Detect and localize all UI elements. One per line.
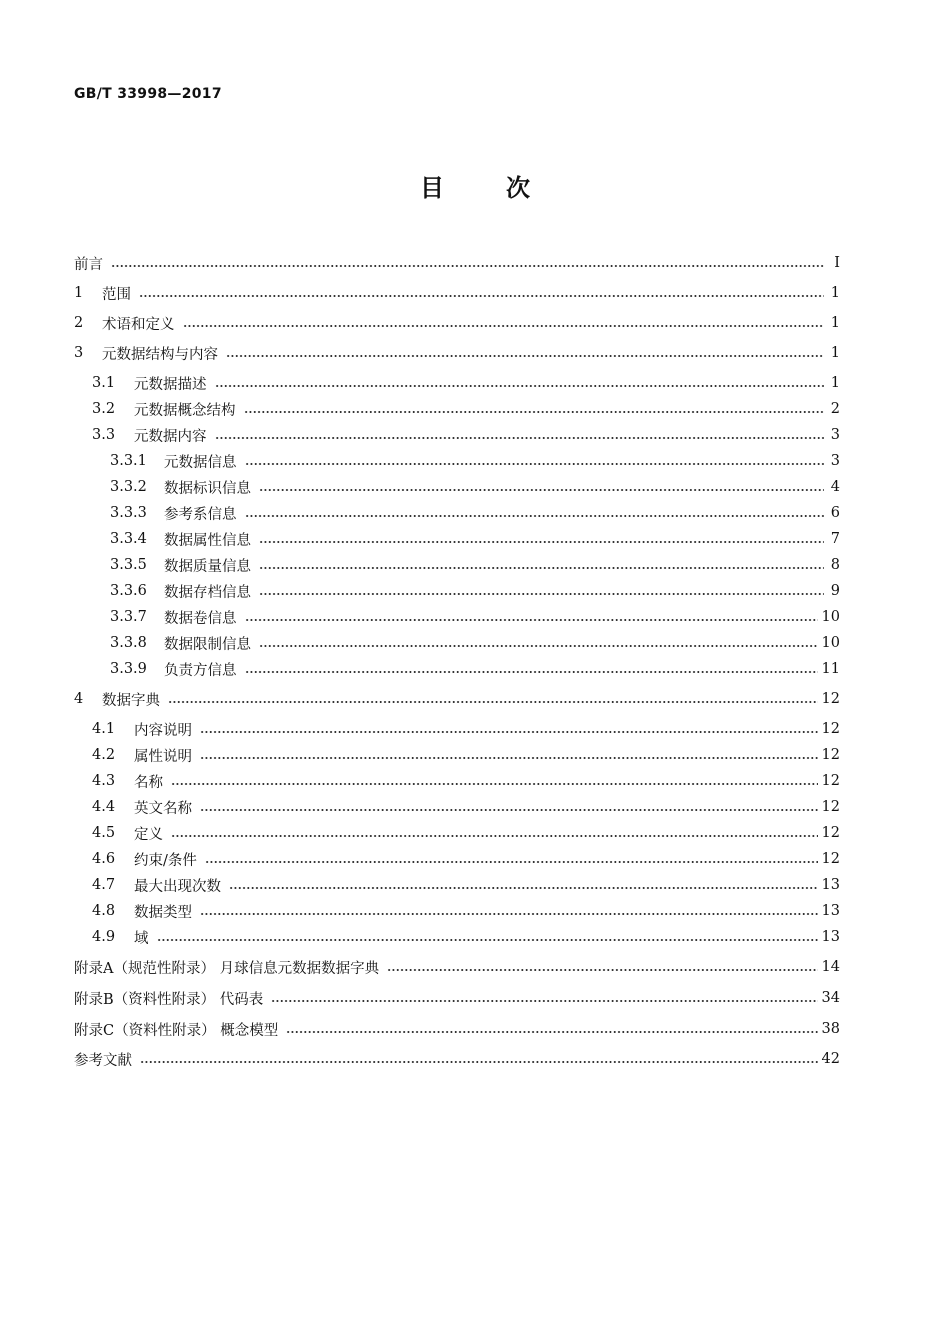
dot-leader [139, 295, 824, 297]
toc-entry [74, 954, 840, 980]
toc-entry [74, 794, 840, 820]
toc-entry [74, 250, 840, 276]
toc-entry-label: 数据标识信息 [164, 480, 251, 497]
toc-entry [74, 686, 840, 712]
dot-leader [245, 515, 825, 517]
toc-entry-number: 3.2 [92, 401, 116, 417]
toc-entry-label: 元数据概念结构 [134, 402, 236, 419]
toc-entry-page: 12 [821, 773, 840, 789]
dot-leader [259, 593, 824, 595]
toc-entry-page: 10 [821, 635, 840, 651]
dot-leader [286, 1031, 817, 1033]
toc-entry-page: 13 [821, 929, 840, 945]
toc-entry [74, 552, 840, 578]
dot-leader [171, 783, 818, 785]
toc-entry-page: 42 [821, 1051, 840, 1067]
dot-leader [200, 809, 818, 811]
toc-entry-page: 10 [821, 609, 840, 625]
toc-entry [74, 604, 840, 630]
toc-entry-number: 4.6 [92, 851, 116, 867]
toc-entry-label: 内容说明 [134, 722, 192, 739]
toc-entry-label: 元数据描述 [134, 376, 207, 393]
toc-entry [74, 310, 840, 336]
toc-entry-page: 1 [830, 285, 840, 301]
toc-entry-page: 6 [830, 505, 840, 521]
dot-leader [245, 463, 825, 465]
toc-entry [74, 578, 840, 604]
toc-entry-page: 3 [830, 427, 840, 443]
page-title: 目次 [420, 174, 592, 202]
dot-leader [245, 671, 818, 673]
toc-entry [74, 820, 840, 846]
toc-entry-number: 3.3.1 [110, 453, 147, 469]
toc-entry-page: 2 [830, 401, 840, 417]
toc-entry [74, 526, 840, 552]
toc-entry [74, 370, 840, 396]
toc-entry-number: 1 [74, 285, 84, 301]
toc-entry [74, 985, 840, 1011]
dot-leader [215, 385, 825, 387]
toc-entry-number: 4.4 [92, 799, 116, 815]
toc-entry-number: 4.7 [92, 877, 116, 893]
toc-entry-label: 数据类型 [134, 904, 192, 921]
dot-leader [387, 969, 817, 971]
dot-leader [200, 731, 818, 733]
toc-entry-number: 3.3.9 [110, 661, 147, 677]
toc-entry-label: 前言 [74, 256, 103, 273]
toc-entry-label: 名称 [134, 774, 163, 791]
toc-entry-page: 7 [830, 531, 840, 547]
toc-entry-page: 4 [830, 479, 840, 495]
toc-entry-number: 3.3.8 [110, 635, 147, 651]
toc-entry-number: 4.9 [92, 929, 116, 945]
toc-entry-number: 4.2 [92, 747, 116, 763]
toc-entry-number: 3.3.6 [110, 583, 147, 599]
dot-leader [244, 411, 825, 413]
toc-entry-page: 1 [830, 345, 840, 361]
toc-entry-label: 数据质量信息 [164, 558, 251, 575]
toc-entry-label: 定义 [134, 826, 163, 843]
dot-leader [226, 355, 824, 357]
toc-entry-label: 数据字典 [102, 692, 160, 709]
toc-entry-label: 负责方信息 [164, 662, 237, 679]
dot-leader [259, 541, 824, 543]
toc-entry-number: 4.3 [92, 773, 116, 789]
dot-leader [200, 757, 818, 759]
toc-entry-number: 4.8 [92, 903, 116, 919]
toc-entry-label: 元数据内容 [134, 428, 207, 445]
dot-leader [111, 265, 824, 267]
toc-entry [74, 630, 840, 656]
toc-entry [74, 280, 840, 306]
toc-entry-number: 3 [74, 345, 84, 361]
toc-entry-label: 附录C（资料性附录） 概念模型 [74, 1022, 279, 1039]
toc-entry-number: 3.3.2 [110, 479, 147, 495]
toc-entry [74, 1046, 840, 1072]
toc-entry [74, 846, 840, 872]
toc-entry-label: 元数据结构与内容 [102, 346, 218, 363]
toc-entry [74, 340, 840, 366]
toc-entry-number: 3.3.7 [110, 609, 147, 625]
toc-entry-number: 4.1 [92, 721, 116, 737]
toc-entry-page: 8 [830, 557, 840, 573]
toc-entry-label: 英文名称 [134, 800, 192, 817]
dot-leader [259, 567, 824, 569]
toc-entry [74, 448, 840, 474]
toc-entry-page: Ⅰ [834, 255, 840, 271]
toc-entry-label: 参考系信息 [164, 506, 237, 523]
dot-leader [271, 1000, 817, 1002]
toc-entry-label: 元数据信息 [164, 454, 237, 471]
toc-entry [74, 898, 840, 924]
toc-entry-label: 参考文献 [74, 1052, 132, 1069]
dot-leader [245, 619, 818, 621]
toc-entry-label: 数据存档信息 [164, 584, 251, 601]
toc-entry-label: 附录B（资料性附录） 代码表 [74, 991, 264, 1008]
dot-leader [259, 489, 824, 491]
dot-leader [157, 939, 818, 941]
dot-leader [140, 1061, 818, 1063]
toc-entry-page: 12 [821, 691, 840, 707]
dot-leader [171, 835, 818, 837]
toc-entry [74, 396, 840, 422]
dot-leader [168, 701, 818, 703]
toc-entry-page: 14 [821, 959, 840, 975]
toc-entry-label: 数据卷信息 [164, 610, 237, 627]
toc-entry-page: 1 [830, 375, 840, 391]
toc-entry-label: 数据属性信息 [164, 532, 251, 549]
toc-entry-page: 3 [830, 453, 840, 469]
toc-entry [74, 1016, 840, 1042]
toc-entry [74, 768, 840, 794]
toc-entry-number: 3.3 [92, 427, 116, 443]
toc-entry-label: 最大出现次数 [134, 878, 221, 895]
toc-entry [74, 474, 840, 500]
toc-entry [74, 924, 840, 950]
toc-entry-page: 12 [821, 747, 840, 763]
toc-entry-page: 13 [821, 877, 840, 893]
toc-entry-label: 域 [134, 930, 149, 947]
toc-entry-page: 12 [821, 851, 840, 867]
toc-entry [74, 656, 840, 682]
standard-code: GB/T 33998—2017 [74, 86, 222, 102]
dot-leader [259, 645, 818, 647]
toc-entry [74, 422, 840, 448]
toc-entry-number: 4.5 [92, 825, 116, 841]
toc-entry [74, 742, 840, 768]
toc-entry-page: 12 [821, 825, 840, 841]
toc-entry-label: 数据限制信息 [164, 636, 251, 653]
toc-entry-page: 9 [830, 583, 840, 599]
toc-entry-label: 范围 [102, 286, 131, 303]
dot-leader [183, 325, 825, 327]
toc-entry-number: 3.3.3 [110, 505, 147, 521]
toc-entry-page: 1 [830, 315, 840, 331]
toc-entry-number: 4 [74, 691, 84, 707]
toc-entry-number: 2 [74, 315, 84, 331]
toc-entry-page: 12 [821, 721, 840, 737]
toc-entry-page: 11 [821, 661, 840, 677]
toc-entry-label: 属性说明 [134, 748, 192, 765]
toc-entry [74, 500, 840, 526]
dot-leader [229, 887, 818, 889]
toc-entry [74, 872, 840, 898]
toc-entry-page: 34 [821, 990, 840, 1006]
toc-entry-page: 38 [821, 1021, 840, 1037]
toc-entry [74, 716, 840, 742]
toc-entry-page: 13 [821, 903, 840, 919]
dot-leader [215, 437, 825, 439]
toc-entry-number: 3.3.5 [110, 557, 147, 573]
dot-leader [200, 913, 818, 915]
toc-entry-page: 12 [821, 799, 840, 815]
toc-entry-label: 术语和定义 [102, 316, 175, 333]
toc-entry-label: 约束/条件 [134, 852, 197, 869]
toc-entry-number: 3.1 [92, 375, 116, 391]
dot-leader [205, 861, 818, 863]
toc-entry-number: 3.3.4 [110, 531, 147, 547]
toc-entry-label: 附录A（规范性附录） 月球信息元数据数据字典 [74, 960, 380, 977]
